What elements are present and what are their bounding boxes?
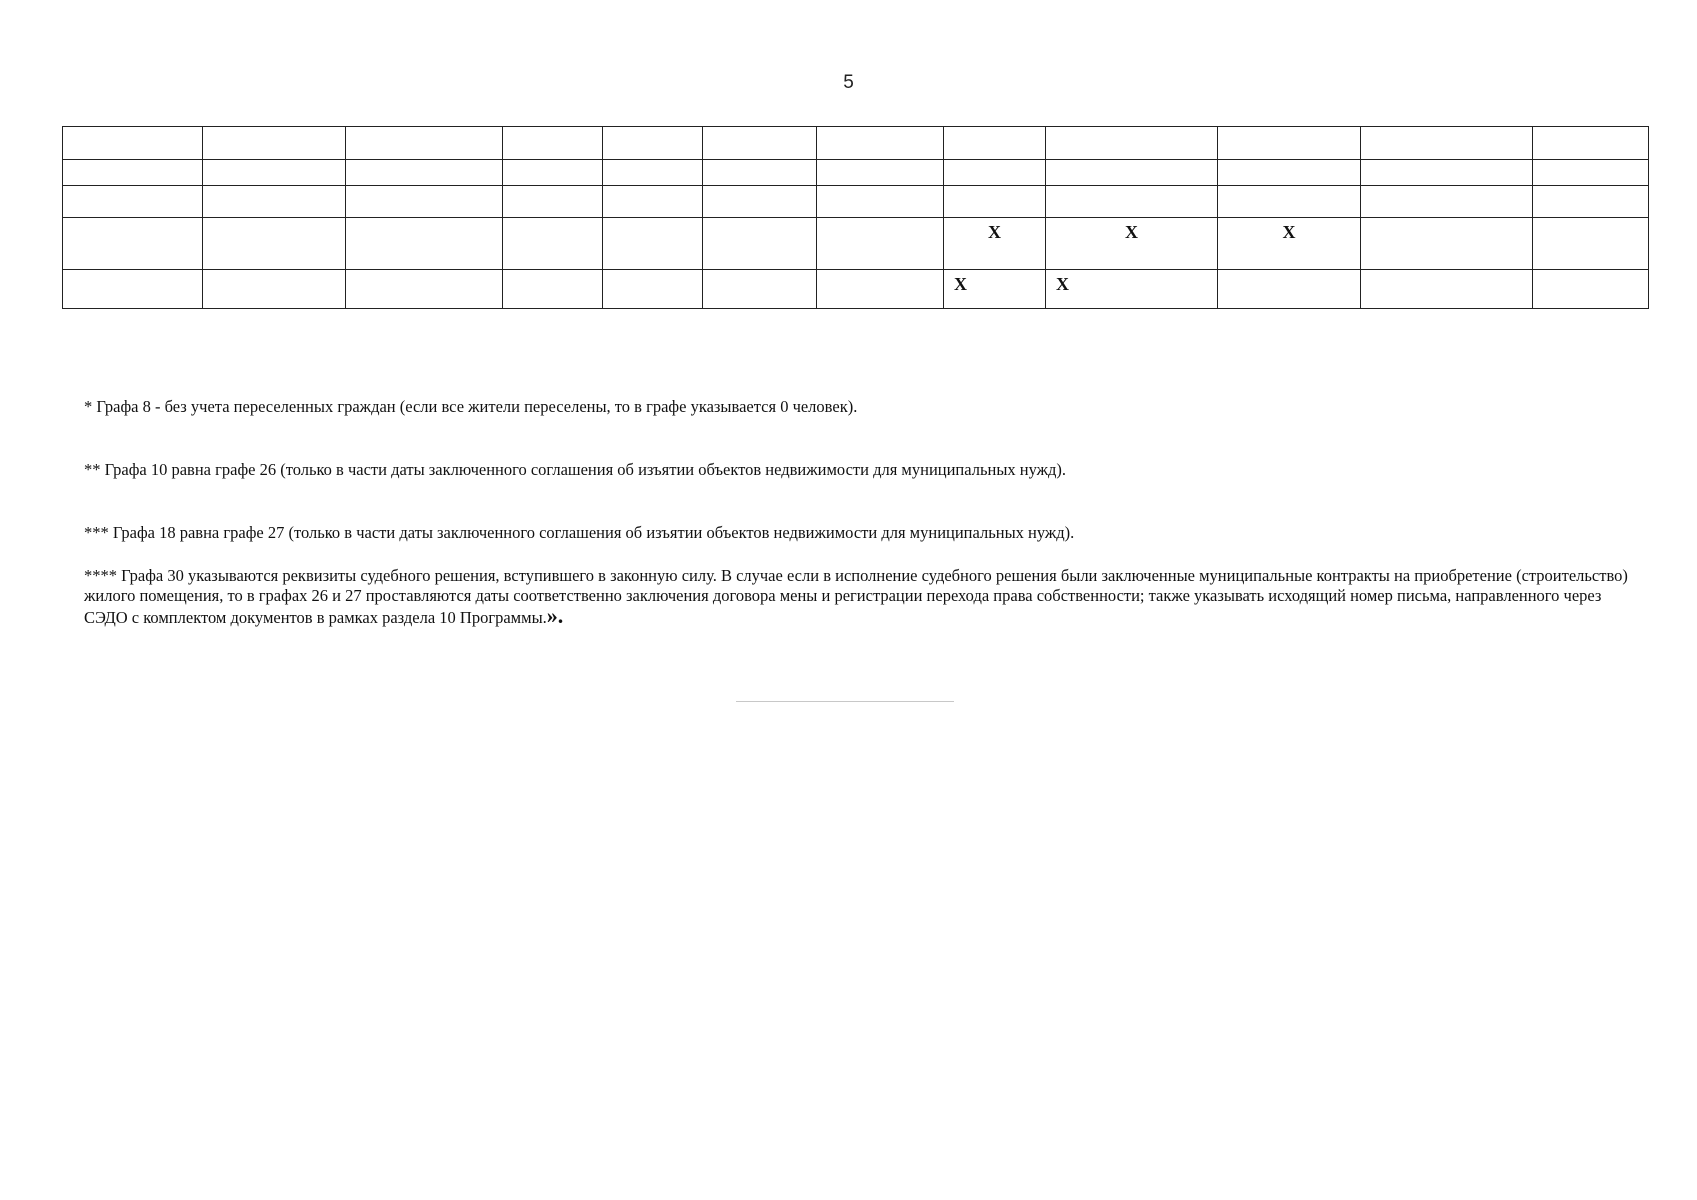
table-row <box>63 160 1649 186</box>
table-cell <box>1218 127 1361 160</box>
table-cell <box>346 270 503 309</box>
table-cell <box>603 270 703 309</box>
table-cell <box>703 218 817 270</box>
table-cell <box>1361 186 1533 218</box>
x-mark: X <box>954 274 967 294</box>
table-cell <box>944 186 1046 218</box>
table-cell <box>63 218 203 270</box>
table-cell <box>1533 160 1649 186</box>
table-cell <box>203 218 346 270</box>
table-cell <box>1046 127 1218 160</box>
table-row <box>63 186 1649 218</box>
closing-quote: ». <box>546 603 564 628</box>
table-cell <box>203 270 346 309</box>
table-cell <box>817 270 944 309</box>
table-cell <box>1533 270 1649 309</box>
table-cell <box>203 186 346 218</box>
table-cell <box>63 127 203 160</box>
table-cell <box>1533 186 1649 218</box>
table-cell <box>503 160 603 186</box>
table-cell-x <box>944 270 1046 309</box>
table-cell <box>1361 127 1533 160</box>
data-table <box>62 126 1649 309</box>
table-cell <box>603 127 703 160</box>
table-cell <box>817 218 944 270</box>
footnote-2: ** Графа 10 равна графе 26 (только в части даты заключенного соглашения об изъятии объектов недвижимости для муниципальных нужд). <box>84 460 1067 479</box>
table-cell <box>503 186 603 218</box>
table-cell <box>503 127 603 160</box>
table-cell <box>817 160 944 186</box>
table-cell <box>1046 160 1218 186</box>
table-cell <box>603 218 703 270</box>
x-mark: X <box>988 222 1001 242</box>
table-cell <box>603 160 703 186</box>
table-cell <box>346 218 503 270</box>
table-cell-x <box>1218 218 1361 270</box>
footnote-4 <box>84 566 1644 628</box>
table-cell <box>1361 160 1533 186</box>
table-cell <box>944 127 1046 160</box>
table-cell <box>1533 127 1649 160</box>
x-mark: X <box>1125 222 1138 242</box>
table-row <box>63 270 1649 309</box>
footnote-3: *** Графа 18 равна графе 27 (только в части даты заключенного соглашения об изъятии объектов недвижимости для муниципальных нужд). <box>84 523 1075 542</box>
table-cell <box>503 270 603 309</box>
table-cell <box>1218 160 1361 186</box>
table-cell <box>63 270 203 309</box>
table-cell <box>346 160 503 186</box>
divider-line <box>736 701 954 702</box>
table-cell <box>1361 270 1533 309</box>
table-cell <box>703 127 817 160</box>
table-cell <box>63 160 203 186</box>
x-mark: X <box>1282 222 1296 242</box>
table-cell-x <box>944 218 1046 270</box>
table-cell <box>346 127 503 160</box>
table-row <box>63 218 1649 270</box>
footnote-1: * Графа 8 - без учета переселенных граждан (если все жители переселены, то в графе указывается 0 человек). <box>84 397 858 416</box>
table-cell <box>1218 186 1361 218</box>
page-number: 5 <box>843 72 854 93</box>
table-cell <box>817 186 944 218</box>
table-cell <box>1218 270 1361 309</box>
table-cell <box>603 186 703 218</box>
footnote-4-text: **** Графа 30 указываются реквизиты судебного решения, вступившего в законную силу. В случае если в исполнение судебного решения были заключенные муниципальные контракты на приобретение (строительство) жилого помещения, то в графах 26 и 27 проставляются даты соответственно заключения договора мены и регистрации перехода права собственности; также указывать исходящий номер письма, направленного через СЭДО с комплектом документов в рамках раздела 10 Программы. <box>84 566 1628 627</box>
table-cell <box>703 160 817 186</box>
table-cell <box>1046 186 1218 218</box>
table-cell <box>203 160 346 186</box>
table-cell <box>203 127 346 160</box>
table-cell-x <box>1046 218 1218 270</box>
table-cell <box>1361 218 1533 270</box>
table-cell <box>703 270 817 309</box>
table-cell <box>703 186 817 218</box>
table-cell <box>1533 218 1649 270</box>
x-mark: X <box>1056 274 1069 294</box>
table-cell <box>817 127 944 160</box>
table-row <box>63 127 1649 160</box>
table-cell <box>63 186 203 218</box>
table-cell <box>503 218 603 270</box>
table-cell <box>944 160 1046 186</box>
table-cell <box>346 186 503 218</box>
table-cell-x <box>1046 270 1218 309</box>
